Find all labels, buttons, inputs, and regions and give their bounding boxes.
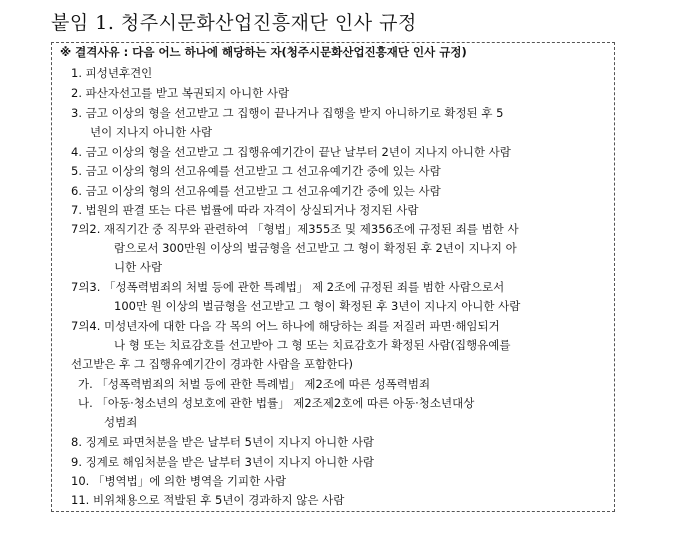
list-item: 5. 금고 이상의 형의 선고유예를 선고받고 그 선고유예기간 중에 있는 사람	[71, 164, 441, 178]
list-item: 니한 사람	[114, 260, 163, 274]
list-item: 3. 금고 이상의 형을 선고받고 그 집행이 끝나거나 집행을 받지 아니하기로 확정된 후 5	[71, 106, 504, 120]
list-item: 2. 파산자선고를 받고 복권되지 아니한 사람	[71, 86, 290, 100]
list-item: 7의2. 재직기간 중 직무와 관련하여 「형법」제355조 및 제356조에 규정된 죄를 범한 사	[71, 222, 519, 236]
list-item: 선고받은 후 그 집행유예기간이 경과한 사람을 포함한다)	[71, 357, 353, 371]
list-item: 4. 금고 이상의 형을 선고받고 그 집행유예기간이 끝난 날부터 2년이 지나지 아니한 사람	[71, 145, 511, 159]
list-item: 가. 「성폭력범죄의 처벌 등에 관한 특례법」 제2조에 따른 성폭력범죄	[78, 377, 431, 391]
list-item: 1. 피성년후견인	[71, 66, 153, 80]
list-item: 성범죄	[104, 415, 138, 429]
list-item: 람으로서 300만원 이상의 벌금형을 선고받고 그 형이 확정된 후 2년이 지나지 아	[114, 241, 517, 255]
list-item: 나 형 또는 치료감호를 선고받아 그 형 또는 치료감호가 확정된 사람(집행유예를	[114, 338, 511, 352]
list-item: 6. 금고 이상의 형의 선고유예를 선고받고 그 선고유예기간 중에 있는 사람	[71, 184, 441, 198]
list-item: 8. 징계로 파면처분을 받은 날부터 5년이 지나지 아니한 사람	[71, 435, 375, 449]
list-item: 9. 징계로 해임처분을 받은 날부터 3년이 지나지 아니한 사람	[71, 455, 375, 469]
list-item: 나. 「아동·청소년의 성보호에 관한 법률」 제2조제2호에 따른 아동·청소년대상	[78, 396, 475, 410]
list-item: 7의4. 미성년자에 대한 다음 각 목의 어느 하나에 해당하는 죄를 저질러 파면·해임되거	[71, 319, 500, 333]
list-item: 7의3. 「성폭력범죄의 처벌 등에 관한 특례법」 제 2조에 규정된 죄를 범한 사람으로서	[71, 280, 505, 294]
list-item: 100만 원 이상의 벌금형을 선고받고 그 형이 확정된 후 3년이 지나지 아니한 사람	[114, 299, 521, 313]
list-item: 11. 비위채용으로 적발된 후 5년이 경과하지 않은 사람	[71, 493, 345, 507]
box-header: ※ 결격사유 : 다음 어느 하나에 해당하는 자(청주시문화산업진흥재단 인사 규정)	[60, 45, 467, 59]
list-item: 7. 법원의 판결 또는 다른 법률에 따라 자격이 상실되거나 정지된 사람	[71, 203, 419, 217]
list-item: 10. 「병역법」에 의한 병역을 기피한 사람	[71, 474, 287, 488]
page-title: 붙임 1. 청주시문화산업진흥재단 인사 규정	[51, 12, 417, 34]
list-item: 년이 지나지 아니한 사람	[90, 125, 213, 139]
